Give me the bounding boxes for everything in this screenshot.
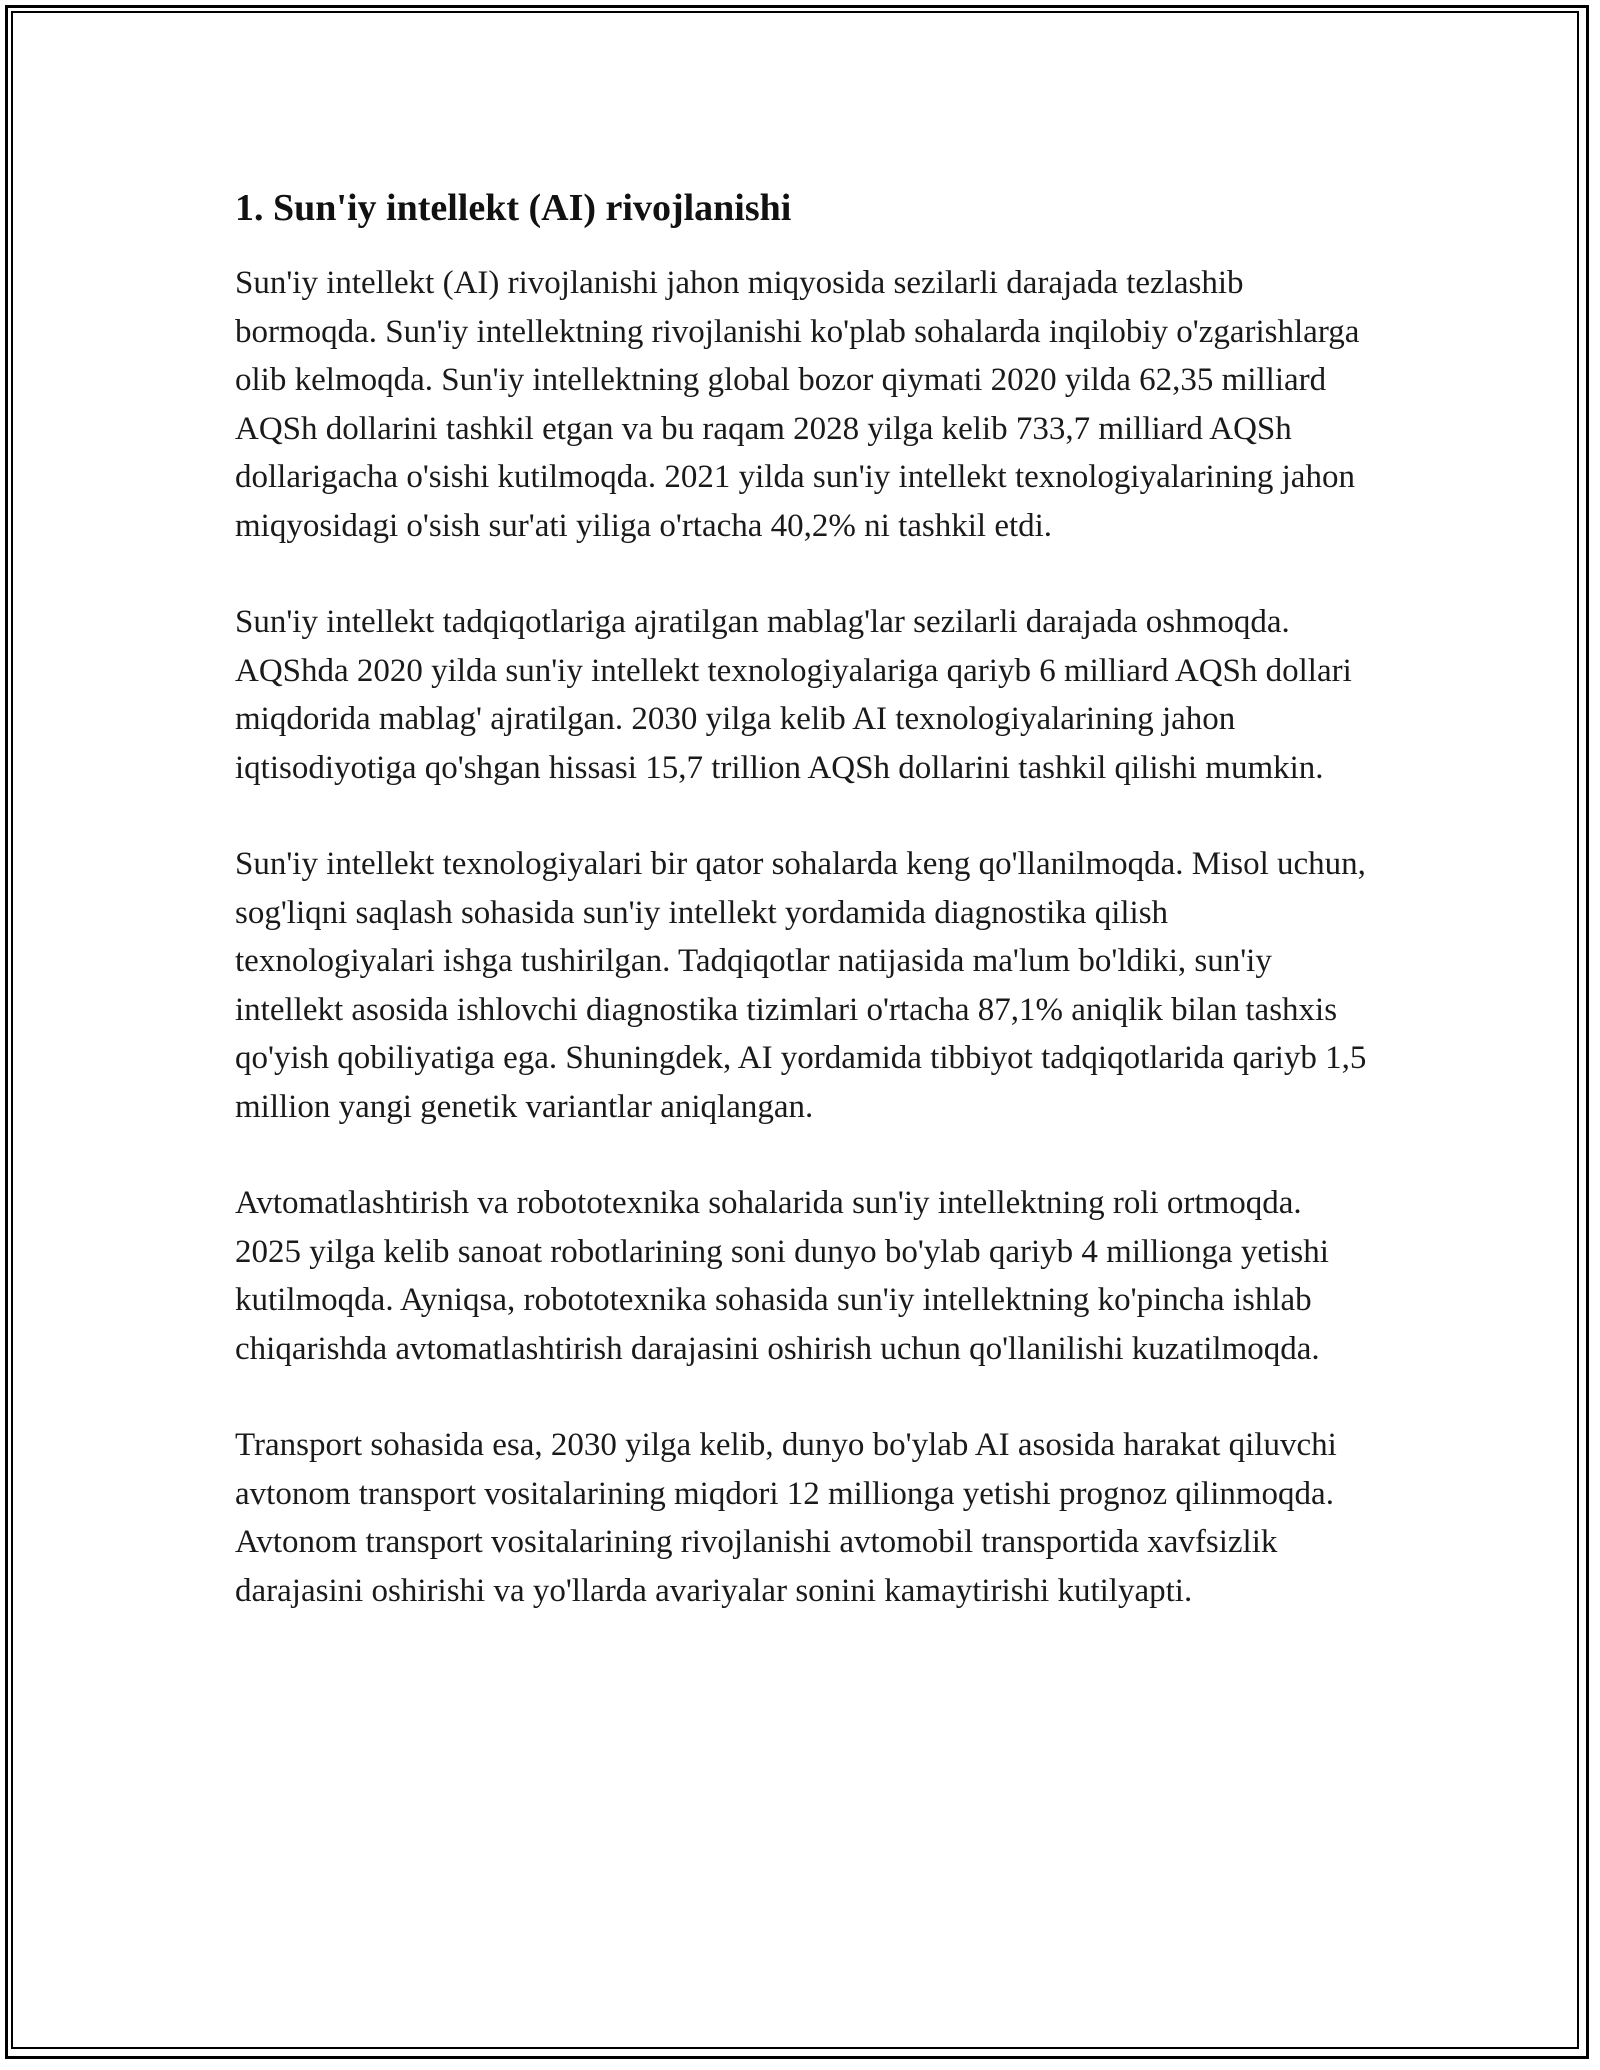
section-title: 1. Sun'iy intellekt (AI) rivojlanishi — [235, 187, 792, 229]
paragraph-ai-transport: Transport sohasida esa, 2030 yilga kelib, dunyo bo'ylab AI asosida harakat qiluvchi avtonom transport vositalarining miqdori 12 millionga yetishi prognoz qilinmoqda. Avtonom transport vositalarining rivojlanishi avtomobil transportida xavfsizlik darajasini oshirishi va yo'llarda avariyalar sonini kamaytirishi kutilyapti. — [235, 1427, 1337, 1609]
paragraph-ai-robotics: Avtomatlashtirish va robototexnika sohalarida sun'iy intellektning roli ortmoqda. 2025 yilga kelib sanoat robotlarining soni dunyo bo'ylab qariyb 4 millionga yetishi kutilmoqda. Ayniqsa, robototexnika sohasida sun'iy intellektning ko'pincha ishlab chiqarishda avtomatlashtirish darajasini oshirish uchun qo'llanilishi kuzatilmoqda. — [235, 1185, 1329, 1367]
paragraph-ai-healthcare: Sun'iy intellekt texnologiyalari bir qator sohalarda keng qo'llanilmoqda. Misol uchun, sog'liqni saqlash sohasida sun'iy intellekt yordamida diagnostika qilish texnologiyalari ishga tushirilgan. Tadqiqotlar natijasida ma'lum bo'ldiki, sun'iy intellekt asosida ishlovchi diagnostika tizimlari o'rtacha 87,1% aniqlik bilan tashxis qo'yish qobiliyatiga ega. Shuningdek, AI yordamida tibbiyot tadqiqotlarida qariyb 1,5 million yangi genetik variantlar aniqlangan. — [235, 846, 1367, 1125]
paragraph-ai-funding: Sun'iy intellekt tadqiqotlariga ajratilgan mablag'lar sezilarli darajada oshmoqda. AQShda 2020 yilda sun'iy intellekt texnologiyalariga qariyb 6 milliard AQSh dollari miqdorida mablag' ajratilgan. 2030 yilga kelib AI texnologiyalarining jahon iqtisodiyotiga qo'shgan hissasi 15,7 trillion AQSh dollarini tashkil qilishi mumkin. — [235, 604, 1352, 786]
paragraph-ai-market: Sun'iy intellekt (AI) rivojlanishi jahon miqyosida sezilarli darajada tezlashib bormoqda. Sun'iy intellektning rivojlanishi ko'plab sohalarda inqilobiy o'zgarishlarga olib kelmoqda. Sun'iy intellektning global bozor qiymati 2020 yilda 62,35 milliard AQSh dollarini tashkil etgan va bu raqam 2028 yilga kelib 733,7 milliard AQSh dollarigacha o'sishi kutilmoqda. 2021 yilda sun'iy intellekt texnologiyalarining jahon miqyosidagi o'sish sur'ati yiliga o'rtacha 40,2% ni tashkil etdi. — [235, 265, 1360, 544]
document-body — [235, 185, 1370, 1663]
